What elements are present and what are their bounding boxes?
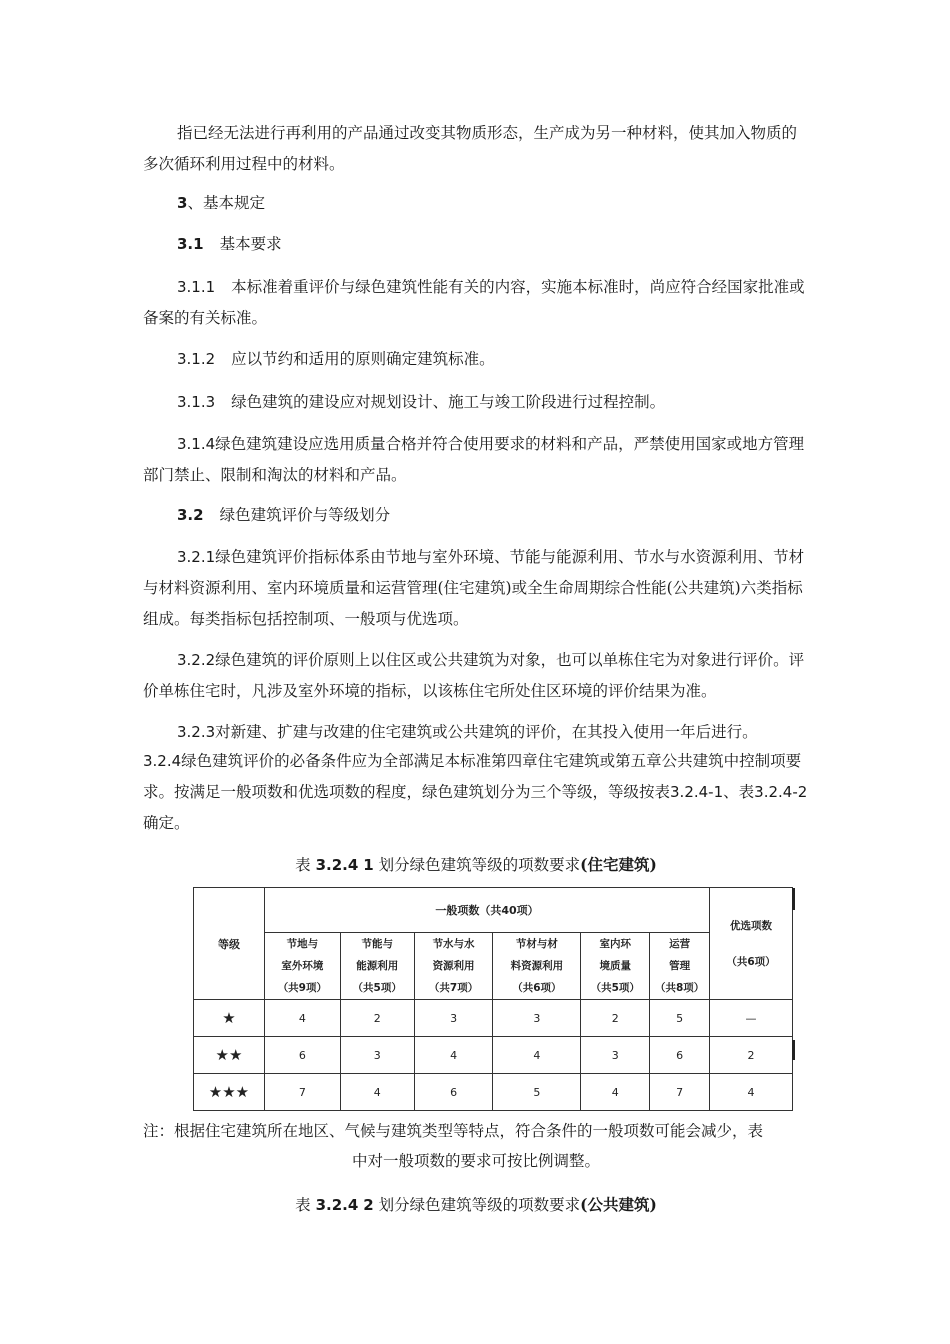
category-label-line: （共5项）	[590, 982, 640, 994]
table-cell: 4	[581, 1074, 650, 1111]
category-label-line: 室内环	[599, 938, 631, 950]
table-cell: 7	[650, 1074, 710, 1111]
clause-text: 确定。	[143, 814, 190, 832]
table-cell: 4	[414, 1037, 493, 1074]
optional-items-header-cell	[710, 888, 793, 1000]
grade-stars-cell: ★	[194, 1000, 265, 1037]
table-cell: 3	[581, 1037, 650, 1074]
table-cell: 5	[650, 1000, 710, 1037]
clause-3-1-4	[143, 429, 809, 491]
category-label-line: 节材与材	[515, 938, 558, 950]
category-label-line: 料资源利用	[510, 960, 564, 972]
table-cell: 3	[493, 1000, 581, 1037]
paragraph-recycled-material	[143, 118, 809, 180]
note-line-1: 注：根据住宅建筑所在地区、气候与建筑类型等特点，符合条件的一般项数可能会减少，表	[143, 1122, 764, 1140]
clause-3-2-4	[143, 746, 809, 839]
caption-text: 划分绿色建筑等级的项数要求	[378, 1196, 581, 1214]
table-reference: 3.2.4-1	[670, 783, 724, 801]
caption-text: 划分绿色建筑等级的项数要求	[378, 856, 581, 874]
category-label-line: 运营	[669, 938, 691, 950]
category-header-cell	[264, 933, 340, 1000]
clause-text: 绿色建筑评价的必备条件应为全部满足本标准第四章住宅建筑或第五章公共建筑中控制项要求。按满足一般项数和优选项数的程度，绿色建筑划分为三个等级，等级按表	[143, 752, 802, 801]
category-header-cell	[581, 933, 650, 1000]
caption-index: 2	[363, 1196, 374, 1214]
table-note	[143, 1116, 809, 1176]
category-label-line: 能源利用	[356, 960, 399, 972]
clause-text: 应以节约和适用的原则确定建筑标准。	[231, 350, 495, 368]
grade-header-cell	[194, 888, 265, 1000]
category-label-line: 节能与	[361, 938, 393, 950]
clause-3-2-2	[143, 645, 809, 707]
clause-text: 对新建、扩建与改建的住宅建筑或公共建筑的评价，在其投入使用一年后进行。	[215, 723, 758, 741]
clause-number: 3.2.3	[177, 723, 216, 741]
category-label-line: （共9项）	[277, 982, 327, 994]
caption-prefix: 表	[295, 1196, 311, 1214]
category-label-line: （共6项）	[512, 982, 562, 994]
clause-3-1-2	[143, 344, 809, 375]
table-reference: 3.2.4-2	[754, 783, 808, 801]
header-label: 等级	[217, 937, 240, 951]
paragraph-text: 指已经无法进行再利用的产品通过改变其物质形态，生产成为另一种材料，使其加入物质的多次循环利用过程中的材料。	[143, 124, 798, 173]
clause-text: 本标准着重评价与绿色建筑性能有关的内容，实施本标准时，尚应符合经国家批准或备案的有关标准。	[143, 278, 805, 327]
clause-number: 3.1.2	[177, 350, 216, 368]
grade-stars-cell: ★★	[194, 1037, 265, 1074]
category-label-line: 管理	[669, 960, 691, 972]
table-cell: 2	[340, 1000, 414, 1037]
table-cell: 4	[493, 1037, 581, 1074]
table-cell: 6	[264, 1037, 340, 1074]
table-cell: 4	[264, 1000, 340, 1037]
clause-text: 绿色建筑的评价原则上以住区或公共建筑为对象，也可以单栋住宅为对象进行评价。评价单栋住宅时，凡涉及室外环境的指标，以该栋住宅所处住区环境的评价结果为准。	[143, 651, 805, 700]
heading-section-3	[143, 188, 809, 219]
note-line-2: 中对一般项数的要求可按比例调整。	[351, 1152, 600, 1170]
caption-qualifier: (公共建筑)	[580, 1195, 657, 1214]
table-row	[194, 1037, 793, 1074]
table-row	[194, 1000, 793, 1037]
clause-number: 3.1.3	[177, 393, 216, 411]
clause-3-1-1	[143, 272, 809, 334]
section-number: 3	[177, 194, 188, 212]
grade-requirements-table	[193, 887, 793, 1109]
category-header-cell	[493, 933, 581, 1000]
clause-3-2-1	[143, 542, 809, 635]
caption-index: 1	[363, 856, 374, 874]
clause-3-1-3	[143, 387, 809, 418]
table-row	[194, 1074, 793, 1111]
category-header-cell	[340, 933, 414, 1000]
table-cell: 6	[414, 1074, 493, 1111]
section-number: 3.2	[177, 506, 204, 524]
edge-mark	[792, 1040, 795, 1060]
clause-text: 绿色建筑评价指标体系由节地与室外环境、节能与能源利用、节水与水资源利用、节材与材料资源利用、室内环境质量和运营管理(住宅建筑)或全生命周期综合性能(公共建筑)六类指标组成。每类指标包括控制项、一般项与优选项。	[143, 548, 805, 628]
table-cell: 3	[414, 1000, 493, 1037]
category-label-line: 资源利用	[432, 960, 475, 972]
category-label-line: （共5项）	[352, 982, 402, 994]
table-cell: 5	[493, 1074, 581, 1111]
table-cell: —	[710, 1000, 793, 1037]
table-cell: 4	[710, 1074, 793, 1111]
general-items-header-cell	[264, 888, 709, 933]
clause-text: 、表	[723, 783, 755, 801]
section-title: 绿色建筑评价与等级划分	[219, 506, 391, 524]
table-cell: 2	[581, 1000, 650, 1037]
table-caption-1	[143, 850, 809, 880]
clause-3-2-3	[143, 717, 809, 748]
header-label: 一般项数（共40项）	[435, 904, 539, 917]
caption-number: 3.2.4	[315, 856, 359, 874]
clause-text: 绿色建筑的建设应对规划设计、施工与竣工阶段进行过程控制。	[231, 393, 666, 411]
heading-section-3-1	[143, 229, 809, 260]
section-number: 3.1	[177, 235, 204, 253]
edge-mark	[792, 888, 795, 910]
heading-section-3-2	[143, 500, 809, 531]
section-title: 基本要求	[219, 235, 282, 253]
header-label: 优选项数	[730, 919, 773, 932]
table-cell: 7	[264, 1074, 340, 1111]
clause-number: 3.1.4	[177, 435, 216, 453]
header-total: （共6项）	[726, 955, 776, 968]
category-label-line: 节水与水	[432, 938, 475, 950]
category-header-cell	[414, 933, 493, 1000]
section-title: 、基本规定	[187, 194, 265, 212]
category-label-line: 境质量	[599, 960, 631, 972]
category-label-line: （共8项）	[654, 982, 705, 994]
clause-number: 3.2.4	[143, 752, 182, 770]
caption-prefix: 表	[295, 856, 311, 874]
clause-number: 3.2.2	[177, 651, 216, 669]
category-label-line: 节地与	[286, 938, 319, 950]
clause-text: 绿色建筑建设应选用质量合格并符合使用要求的材料和产品，严禁使用国家或地方管理部门禁止、限制和淘汰的材料和产品。	[143, 435, 805, 484]
caption-qualifier: (住宅建筑)	[580, 855, 657, 874]
clause-number: 3.1.1	[177, 278, 216, 296]
grade-stars-cell: ★★★	[194, 1074, 265, 1111]
table-cell: 6	[650, 1037, 710, 1074]
category-label-line: 室外环境	[281, 960, 324, 972]
category-header-cell	[650, 933, 710, 1000]
table-caption-2	[143, 1190, 809, 1220]
category-label-line: （共7项）	[428, 982, 479, 994]
table-cell: 4	[340, 1074, 414, 1111]
table-cell: 3	[340, 1037, 414, 1074]
caption-number: 3.2.4	[315, 1196, 359, 1214]
table-cell: 2	[710, 1037, 793, 1074]
clause-number: 3.2.1	[177, 548, 216, 566]
